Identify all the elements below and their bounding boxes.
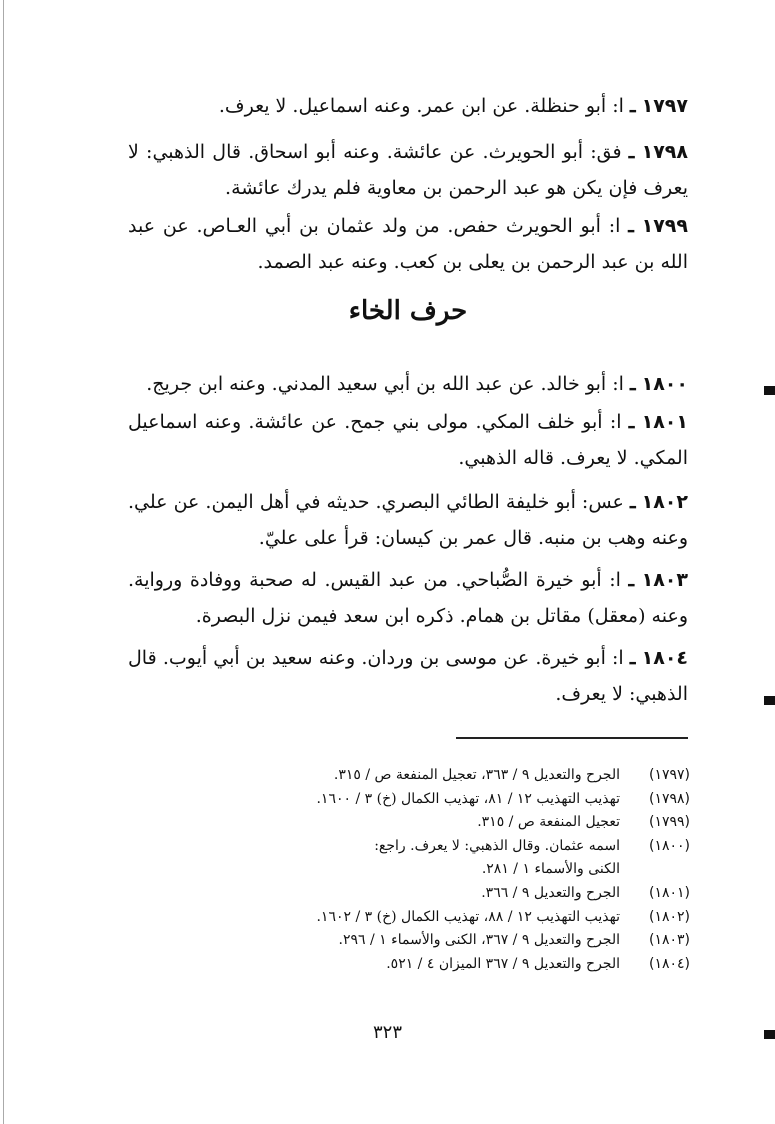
entry-1797 xyxy=(128,88,688,124)
entry-text: ا: أبو الحويرث حفص. من ولد عثمان بن أبي العـاص. عن عبد الله بن عبد الرحمن بن يعلى بن كعب. وعنه عبد الصمد. xyxy=(128,215,688,273)
edge-mark xyxy=(764,1030,775,1039)
footnote-number: (١٨٠٢) xyxy=(648,908,690,925)
footnote-text-line-2: الكنى والأسماء ١ / ٢٨١. xyxy=(481,861,620,878)
page-number: ٣٢٣ xyxy=(372,1022,402,1043)
entry-1801 xyxy=(128,404,688,476)
footnote-separator xyxy=(456,737,688,739)
entry-1800 xyxy=(128,366,688,402)
entry-1803 xyxy=(128,562,688,634)
footnote-1798 xyxy=(200,788,690,812)
entry-dash: ـ xyxy=(628,569,635,591)
footnote-text: تهذيب التهذيب ١٢ / ٨٨، تهذيب الكمال (خ) ٣ / ١٦٠٢. xyxy=(316,908,620,925)
entry-number: ١٧٩٩ xyxy=(641,215,688,237)
footnote-number: (١٨٠٣) xyxy=(648,932,690,949)
entry-1802 xyxy=(128,484,688,556)
entry-text: ا: أبو خيرة الصُّباحي. من عبد القيس. له صحبة ووفادة ورواية. وعنه (معقل) مقاتل بن همام. ذكره ابن سعد فيمن نزل البصرة. xyxy=(128,569,688,627)
entry-number: ١٨٠٣ xyxy=(641,569,688,591)
footnote-number: (١٨٠٠) xyxy=(648,837,690,854)
entry-dash: ـ xyxy=(629,491,636,513)
footnote-number: (١٧٩٧) xyxy=(648,767,690,783)
entry-text: ا: أبو خلف المكي. مولى بني جمح. عن عائشة. وعنه اسماعيل المكي. لا يعرف. قاله الذهبي. xyxy=(128,411,688,469)
edge-mark xyxy=(764,696,775,705)
footnote-1800 xyxy=(200,835,690,882)
entry-1804 xyxy=(128,640,688,712)
footnote-text: الجرح والتعديل ٩ / ٣٦٦. xyxy=(481,884,620,901)
footnotes xyxy=(200,764,690,976)
entry-dash: ـ xyxy=(629,373,636,395)
entry-text: ا: أبو خالد. عن عبد الله بن أبي سعيد المدني. وعنه ابن جريج. xyxy=(146,373,624,395)
footnote-text: تعجيل المنفعة ص / ٣١٥. xyxy=(477,814,620,831)
footnote-1801 xyxy=(200,882,690,906)
footnote-number: (١٨٠٤) xyxy=(648,955,690,972)
footnote-text: تهذيب التهذيب ١٢ / ٨١، تهذيب الكمال (خ) ٣ / ١٦٠٠. xyxy=(316,790,620,807)
footnote-text: الجرح والتعديل ٩ / ٣٦٣، تعجيل المنفعة ص / ٣١٥. xyxy=(333,767,620,783)
binding-edge-line xyxy=(3,0,4,1124)
edge-mark xyxy=(764,386,775,395)
footnote-1797 xyxy=(200,764,690,788)
footnote-text-line-1: اسمه عثمان. وقال الذهبي: لا يعرف. راجع: xyxy=(374,837,620,854)
footnote-1802 xyxy=(200,906,690,930)
entry-text: عس: أبو خليفة الطائي البصري. حديثه في أهل اليمن. عن علي. وعنه وهب بن منبه. قال عمر بن كيسان: قرأ على عليّ. xyxy=(128,491,688,549)
entry-dash: ـ xyxy=(628,141,635,163)
entry-dash: ـ xyxy=(628,411,635,433)
entry-number: ١٨٠٢ xyxy=(641,491,688,513)
footnote-text: الجرح والتعديل ٩ / ٣٦٧، الكنى والأسماء ١ / ٢٩٦. xyxy=(338,932,620,949)
footnote-number: (١٧٩٨) xyxy=(648,790,690,807)
footnote-1804 xyxy=(200,953,690,977)
entry-number: ١٧٩٧ xyxy=(641,95,688,117)
entry-number: ١٨٠٠ xyxy=(641,373,688,395)
entry-1798 xyxy=(128,134,688,206)
entry-dash: ـ xyxy=(629,647,636,669)
entry-dash: ـ xyxy=(628,215,634,237)
footnote-number: (١٨٠١) xyxy=(648,884,690,901)
footnote-number: (١٧٩٩) xyxy=(648,814,690,831)
entry-number: ١٨٠٤ xyxy=(641,647,689,669)
entry-text: ا: أبو خيرة. عن موسى بن وردان. وعنه سعيد بن أبي أيوب. قال الذهبي: لا يعرف. xyxy=(128,647,688,705)
entry-number: ١٨٠١ xyxy=(641,411,688,433)
entry-number: ١٧٩٨ xyxy=(641,141,688,163)
section-heading: حرف الخاء xyxy=(348,296,468,326)
footnote-1799 xyxy=(200,811,690,835)
entry-dash: ـ xyxy=(629,95,636,117)
footnote-1803 xyxy=(200,929,690,953)
footnote-text: الجرح والتعديل ٩ / ٣٦٧ الميزان ٤ / ٥٢١. xyxy=(386,955,620,972)
entry-text: فق: أبو الحويرث. عن عائشة. وعنه أبو اسحاق. قال الذهبي: لا يعرف فإن يكن هو عبد الرحمن بن معاوية فلم يدرك عائشة. xyxy=(128,141,688,199)
footnote-text xyxy=(200,835,620,882)
entry-1799 xyxy=(128,208,688,280)
entry-text: ا: أبو حنظلة. عن ابن عمر. وعنه اسماعيل. لا يعرف. xyxy=(218,95,624,117)
